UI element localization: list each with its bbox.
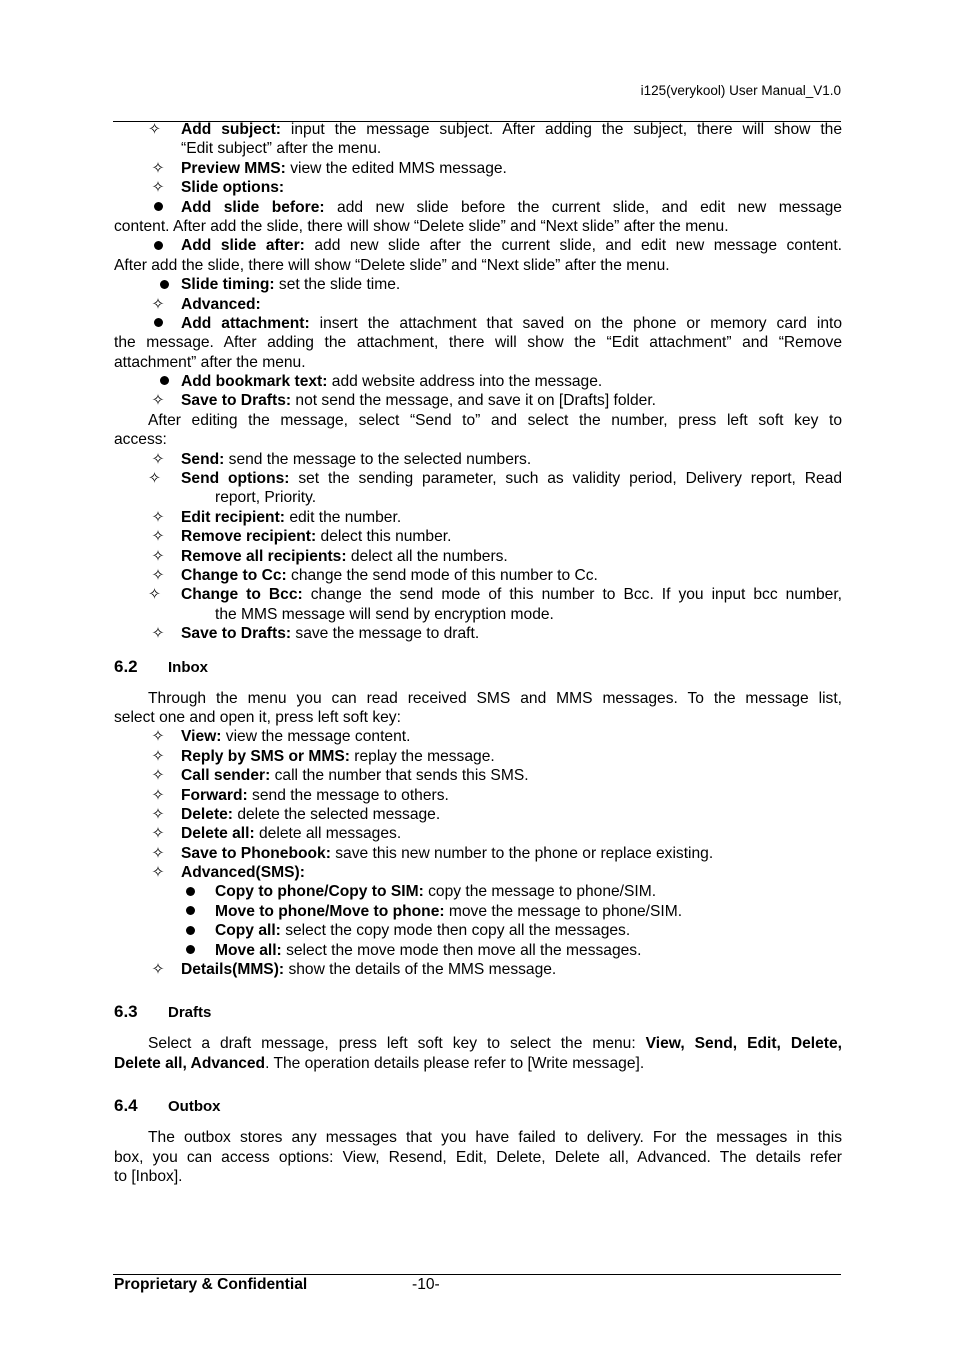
- diamond-bullet-icon: ✧: [151, 179, 165, 197]
- dot-bullet-icon: [154, 314, 174, 333]
- list-item: ✧ Preview MMS: view the edited MMS message.: [114, 159, 842, 178]
- paragraph-line: After editing the message, select “Send to” and select the number, press left soft key to: [148, 411, 842, 429]
- list-item: Add slide after: add new slide after the current slide, and edit new message content.: [114, 236, 842, 255]
- list-item-cont: attachment” after the menu.: [114, 353, 306, 371]
- sub-list-item: Move to phone/Move to phone: move the message to phone/SIM.: [114, 902, 842, 921]
- paragraph-line: box, you can access options: View, Resend, Edit, Delete, Delete all, Advanced. The details refer: [114, 1148, 842, 1166]
- list-item: ✧ Remove recipient: delect this number.: [114, 527, 842, 546]
- list-item-cont: report, Priority.: [215, 489, 317, 507]
- diamond-bullet-icon: ✧: [151, 625, 165, 643]
- section-heading-outbox: 6.4 Outbox: [114, 1096, 221, 1116]
- list-item: ✧ Call sender: call the number that sends this SMS.: [114, 766, 842, 785]
- list-item: ✧ Send: send the message to the selected numbers.: [114, 450, 842, 469]
- paragraph-line: Select a draft message, press left soft key to select the menu: View, Send, Edit, Delete,: [148, 1035, 842, 1053]
- sub-list-item: Copy all: select the copy mode then copy all the messages.: [114, 921, 842, 940]
- list-item: ✧ Delete: delete the selected message.: [114, 805, 842, 824]
- list-item-cont: content. After add the slide, there will show “Delete slide” and “Next slide” after the menu.: [114, 217, 729, 235]
- diamond-bullet-icon: ✧: [151, 450, 165, 468]
- list-item-cont: “Edit subject” after the menu.: [181, 140, 382, 158]
- paragraph-line: select one and open it, press left soft key:: [114, 708, 401, 726]
- list-item: ✧ Change to Cc: change the send mode of this number to Cc.: [114, 566, 842, 585]
- diamond-bullet-icon: ✧: [148, 470, 162, 488]
- paragraph-line: Delete all, Advanced. The operation details please refer to [Write message].: [114, 1054, 645, 1072]
- list-item: ✧ Delete all: delete all messages.: [114, 824, 842, 843]
- list-item: ✧ Advanced(SMS):: [114, 863, 842, 882]
- dot-bullet-icon: [154, 372, 174, 391]
- diamond-bullet-icon: ✧: [151, 786, 165, 804]
- paragraph-line: to [Inbox].: [114, 1167, 183, 1185]
- page-number: -10-: [412, 1276, 440, 1293]
- list-item: ✧ Save to Drafts: not send the message, and save it on [Drafts] folder.: [114, 391, 842, 410]
- list-item: ✧ Forward: send the message to others.: [114, 786, 842, 805]
- diamond-bullet-icon: ✧: [148, 586, 162, 604]
- list-item: Add attachment: insert the attachment that saved on the phone or memory card into: [114, 314, 842, 333]
- sub-list-item: Copy to phone/Copy to SIM: copy the message to phone/SIM.: [114, 882, 842, 901]
- list-item: ✧ Add subject: input the message subject. After adding the subject, there will show the: [148, 121, 842, 138]
- list-item-cont: After add the slide, there will show “Delete slide” and “Next slide” after the menu.: [114, 256, 670, 274]
- diamond-bullet-icon: ✧: [151, 728, 165, 746]
- diamond-bullet-icon: ✧: [151, 392, 165, 410]
- diamond-bullet-icon: ✧: [151, 566, 165, 584]
- dot-bullet-icon: [154, 198, 174, 217]
- list-item: ✧ Slide options:: [114, 178, 842, 197]
- diamond-bullet-icon: ✧: [151, 159, 165, 177]
- list-item: ✧ Details(MMS): show the details of the MMS message.: [114, 960, 842, 979]
- list-item: ✧ Send options: set the sending parameter, such as validity period, Delivery report, Read: [148, 470, 842, 488]
- list-item: ✧ Advanced:: [114, 295, 842, 314]
- dot-bullet-icon: [154, 236, 174, 255]
- list-item: Add slide before: add new slide before the current slide, and edit new message: [114, 198, 842, 217]
- paragraph-line: The outbox stores any messages that you have failed to delivery. For the messages in this: [148, 1129, 842, 1147]
- page-body: [114, 120, 842, 1186]
- diamond-bullet-icon: ✧: [148, 121, 162, 138]
- list-item: ✧ Save to Phonebook: save this new number to the phone or replace existing.: [114, 844, 842, 863]
- diamond-bullet-icon: ✧: [151, 825, 165, 843]
- footer-rule: [113, 1274, 841, 1275]
- diamond-bullet-icon: ✧: [151, 767, 165, 785]
- list-item-cont: the MMS message will send by encryption mode.: [215, 605, 554, 623]
- dot-bullet-icon: [180, 921, 200, 940]
- diamond-bullet-icon: ✧: [151, 864, 165, 882]
- diamond-bullet-icon: ✧: [151, 528, 165, 546]
- list-item: ✧ Remove all recipients: delect all the numbers.: [114, 547, 842, 566]
- list-item: ✧ Reply by SMS or MMS: replay the message.: [114, 747, 842, 766]
- running-header: i125(verykool) User Manual_V1.0: [640, 83, 841, 98]
- list-item-cont: the message. After adding the attachment, there will show the “Edit attachment” and “Remove: [114, 334, 842, 352]
- list-item: ✧ Save to Drafts: save the message to draft.: [114, 624, 842, 643]
- list-item: ✧ Edit recipient: edit the number.: [114, 508, 842, 527]
- list-item: Add bookmark text: add website address into the message.: [114, 372, 842, 391]
- diamond-bullet-icon: ✧: [151, 961, 165, 979]
- footer-confidential: Proprietary & Confidential: [114, 1276, 308, 1293]
- diamond-bullet-icon: ✧: [151, 844, 165, 862]
- diamond-bullet-icon: ✧: [151, 805, 165, 823]
- paragraph-line: Through the menu you can read received SMS and MMS messages. To the message list,: [148, 689, 842, 707]
- section-heading-inbox: 6.2 Inbox: [114, 656, 208, 676]
- section-heading-drafts: 6.3 Drafts: [114, 1002, 212, 1022]
- paragraph-line: access:: [114, 431, 167, 449]
- diamond-bullet-icon: ✧: [151, 508, 165, 526]
- diamond-bullet-icon: ✧: [151, 295, 165, 313]
- dot-bullet-icon: [154, 275, 174, 294]
- list-item: ✧ View: view the message content.: [114, 727, 842, 746]
- dot-bullet-icon: [180, 941, 200, 960]
- list-item: Slide timing: set the slide time.: [114, 275, 842, 294]
- diamond-bullet-icon: ✧: [151, 547, 165, 565]
- list-item: ✧ Change to Bcc: change the send mode of this number to Bcc. If you input bcc number,: [148, 586, 842, 604]
- sub-list-item: Move all: select the move mode then move all the messages.: [114, 941, 842, 960]
- dot-bullet-icon: [180, 902, 200, 921]
- dot-bullet-icon: [180, 882, 200, 901]
- diamond-bullet-icon: ✧: [151, 747, 165, 765]
